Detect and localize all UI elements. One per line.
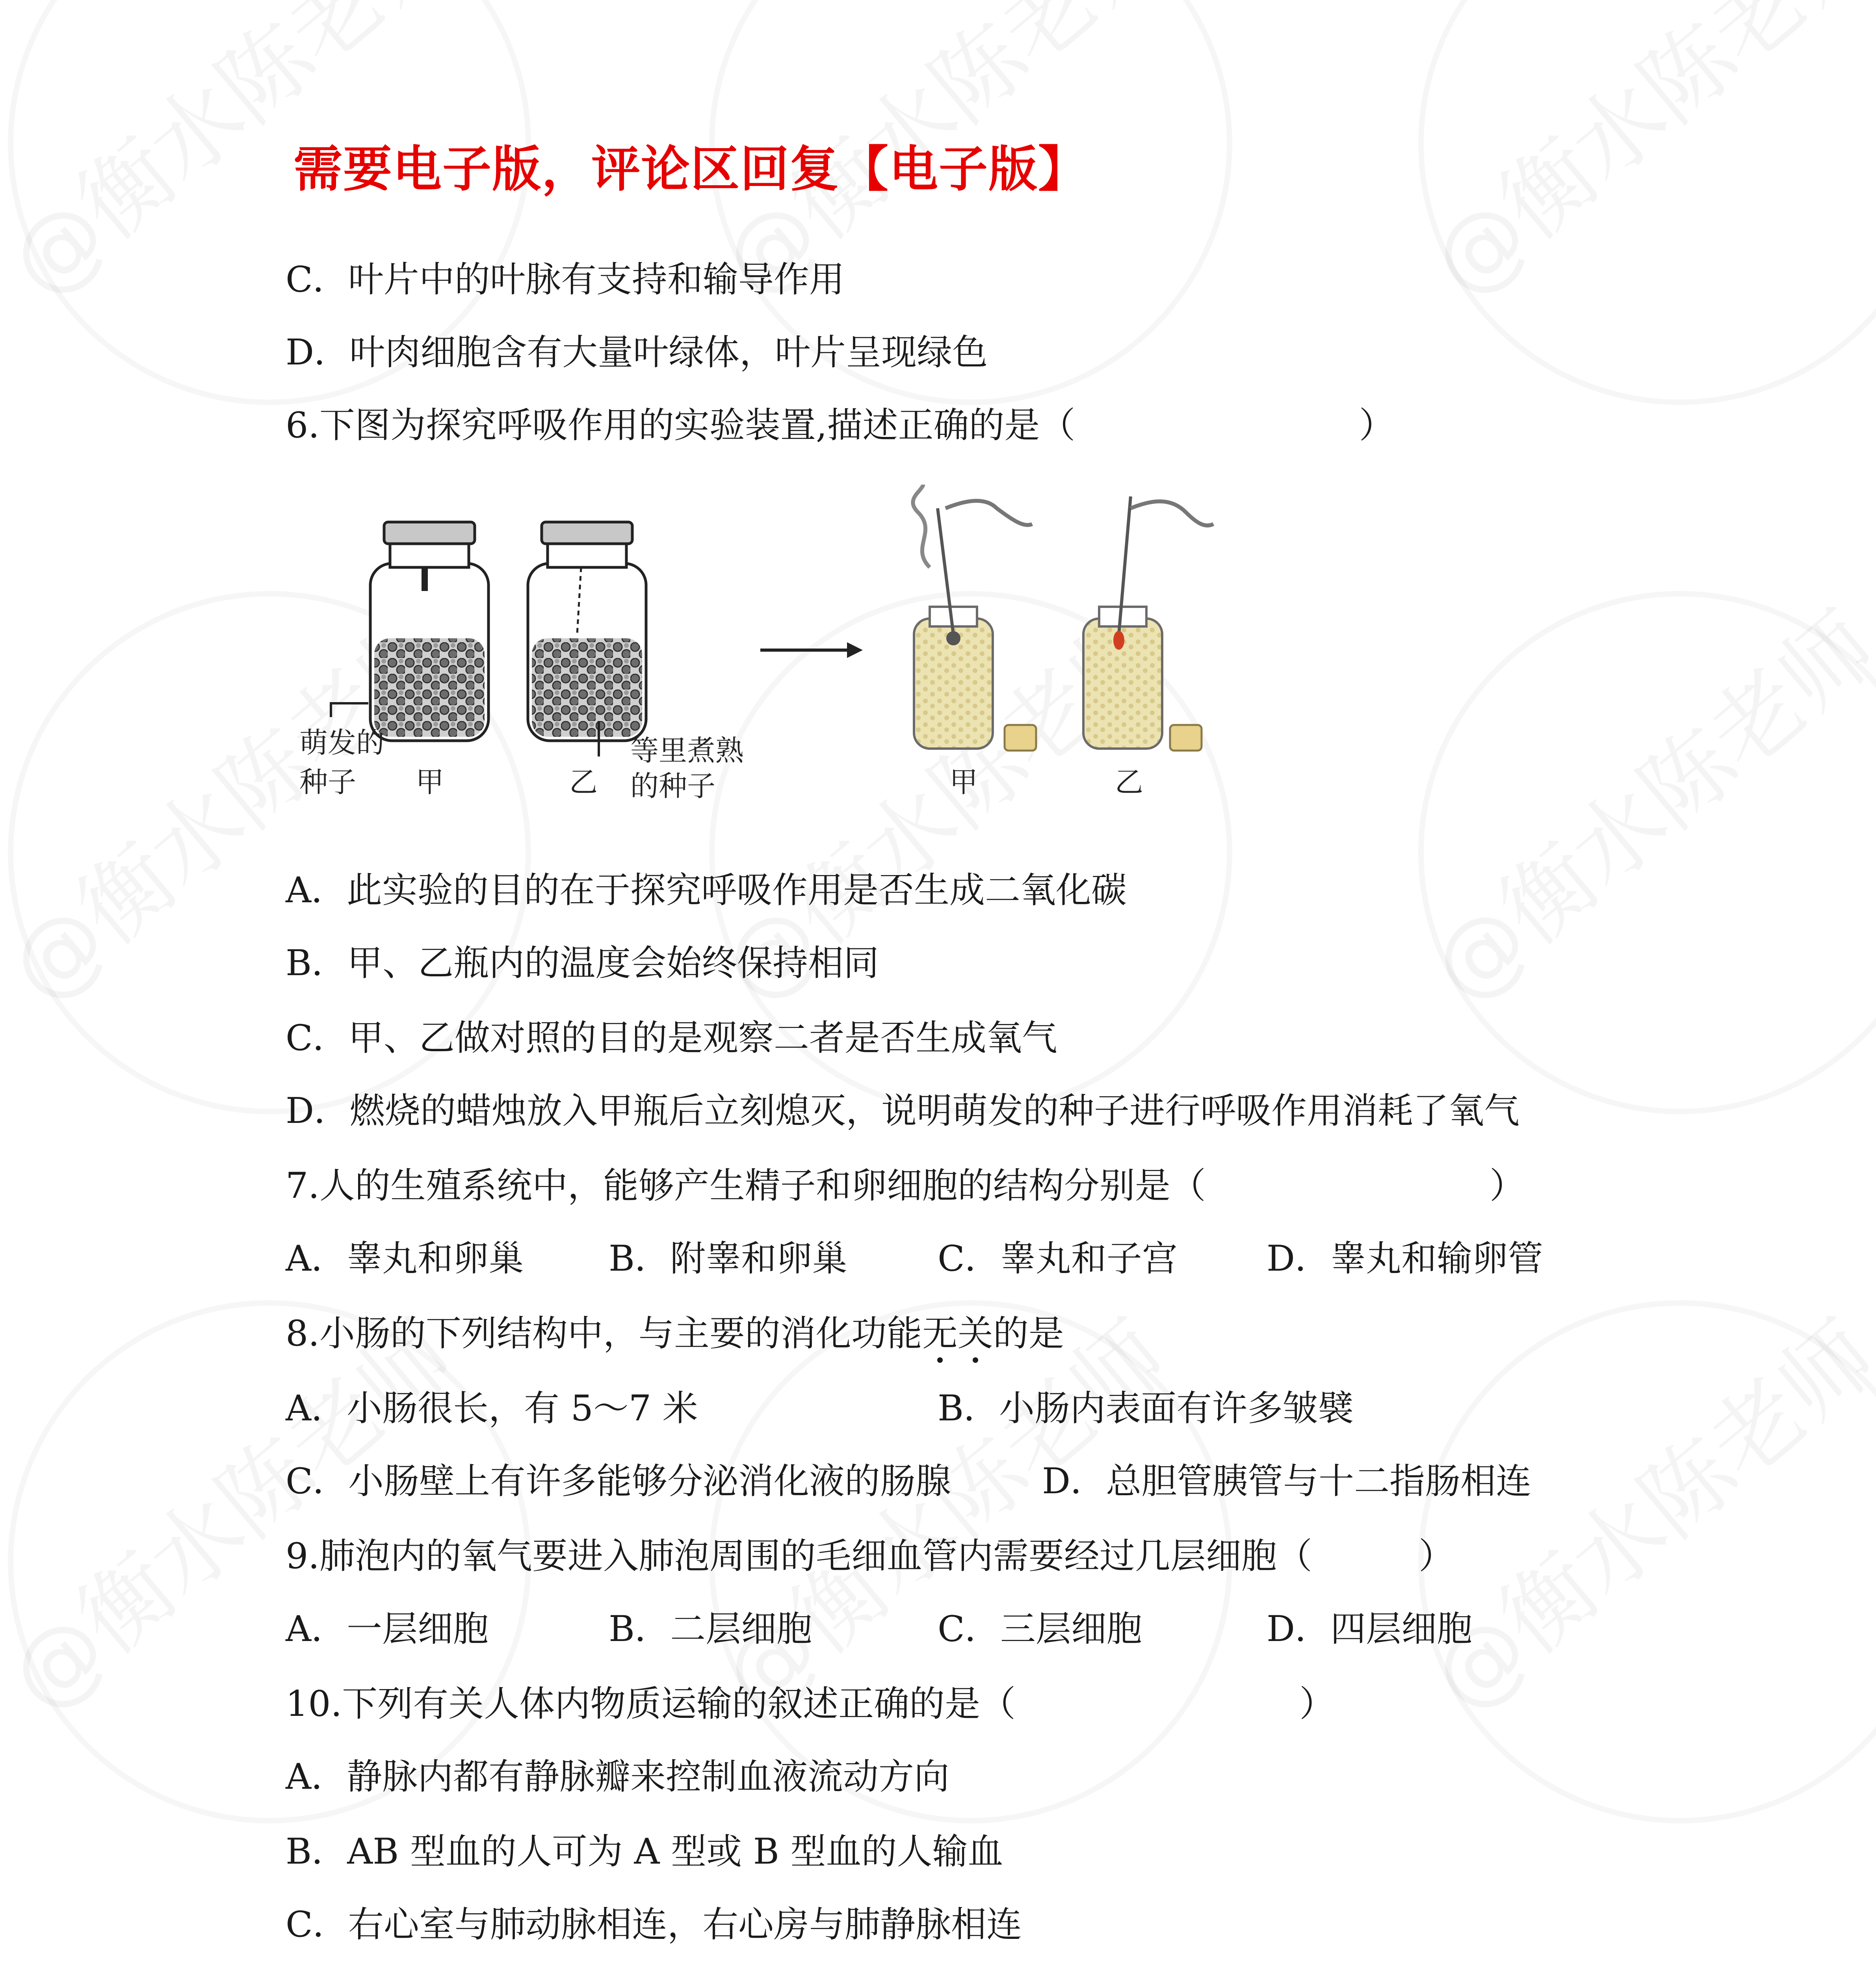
q10-option-a: A．静脉内都有静脉瓣来控制血液流动方向 xyxy=(286,1756,949,1797)
watermark-text xyxy=(1399,576,1876,1026)
q8-option-a: A．小肠很长，有 5〜7 米 xyxy=(286,1388,698,1429)
q6-option-d: D．燃烧的蜡烛放入甲瓶后立刻熄灭，说明萌发的种子进行呼吸作用消耗了氧气 xyxy=(286,1090,1520,1132)
jar-jia-candle xyxy=(913,485,1036,751)
q7-option-c: C．睾丸和子宫 xyxy=(938,1238,1178,1279)
q9-option-a: A．一层细胞 xyxy=(286,1608,489,1650)
q6-option-c: C．甲、乙做对照的目的是观察二者是否生成氧气 xyxy=(286,1017,1057,1059)
watermark-ring xyxy=(1418,0,1876,405)
watermark-text xyxy=(1399,0,1876,321)
watermark-text xyxy=(1399,1286,1876,1735)
q8-stem-emphasis-wu: 无 xyxy=(922,1313,958,1354)
q5-option-d: D．叶肉细胞含有大量叶绿体，叶片呈现绿色 xyxy=(286,332,988,373)
q10-stem: 10.下列有关人体内物质运输的叙述正确的是（ ） xyxy=(286,1683,1335,1725)
respiration-experiment-figure xyxy=(284,485,1221,812)
q6-option-b: B．甲、乙瓶内的温度会始终保持相同 xyxy=(286,942,879,984)
jar-yi-candle xyxy=(1083,496,1213,751)
q7-option-d: D．睾丸和输卵管 xyxy=(1267,1238,1544,1279)
watermark-ring xyxy=(1418,591,1876,1114)
q8-option-d: D．总胆管胰管与十二指肠相连 xyxy=(1042,1461,1532,1502)
q9-stem: 9.肺泡内的氧气要进入肺泡周围的毛细血管内需要经过几层细胞（ ） xyxy=(286,1535,1454,1577)
q9-option-b: B．二层细胞 xyxy=(609,1608,812,1650)
q7-option-b: B．附睾和卵巢 xyxy=(609,1238,848,1279)
q10-option-b: B．AB 型血的人可为 A 型或 B 型血的人输血 xyxy=(286,1831,1003,1872)
watermark-ring xyxy=(1418,1300,1876,1823)
jar-yi-boiled xyxy=(528,522,646,741)
q7-option-a: A．睾丸和卵巢 xyxy=(286,1238,524,1279)
label-sprouting-seeds-1: 萌发的 xyxy=(299,726,385,759)
q5-option-c: C．叶片中的叶脉有支持和输导作用 xyxy=(286,259,845,300)
q8-stem xyxy=(286,1313,1064,1354)
q8-option-c: C．小肠壁上有许多能够分泌消化液的肠腺 xyxy=(286,1461,951,1502)
q8-stem-emphasis-guan: 关 xyxy=(957,1313,993,1354)
label-sprouting-seeds-2: 种子 xyxy=(299,766,357,799)
q9-option-d: D．四层细胞 xyxy=(1267,1608,1473,1650)
promo-banner: 需要电子版，评论区回复【电子版】 xyxy=(293,141,1088,198)
q8-stem-pre: 8.小肠的下列结构中，与主要的消化功能 xyxy=(286,1313,922,1354)
q8-stem-post: 的是 xyxy=(993,1313,1064,1354)
label-jia: 甲 xyxy=(416,766,444,799)
label-boiled-seeds-2: 的种子 xyxy=(630,769,716,803)
q10-option-c: C．右心室与肺动脉相连，右心房与肺静脉相连 xyxy=(286,1904,1022,1945)
q7-stem: 7.人的生殖系统中，能够产生精子和卵细胞的结构分别是（ ） xyxy=(286,1165,1525,1206)
q6-option-a: A．此实验的目的在于探究呼吸作用是否生成二氧化碳 xyxy=(286,870,1127,911)
label-yi: 乙 xyxy=(569,766,598,799)
label-yi-2: 乙 xyxy=(1115,766,1144,799)
q9-option-c: C．三层细胞 xyxy=(938,1608,1142,1650)
label-boiled-seeds-1: 等里煮熟 xyxy=(630,734,744,767)
q8-option-b: B．小肠内表面有许多皱襞 xyxy=(938,1388,1354,1429)
label-jia-2: 甲 xyxy=(949,766,978,799)
q6-stem: 6.下图为探究呼吸作用的实验装置,描述正确的是（ ） xyxy=(286,405,1395,446)
jar-jia-sprouting xyxy=(370,522,489,741)
